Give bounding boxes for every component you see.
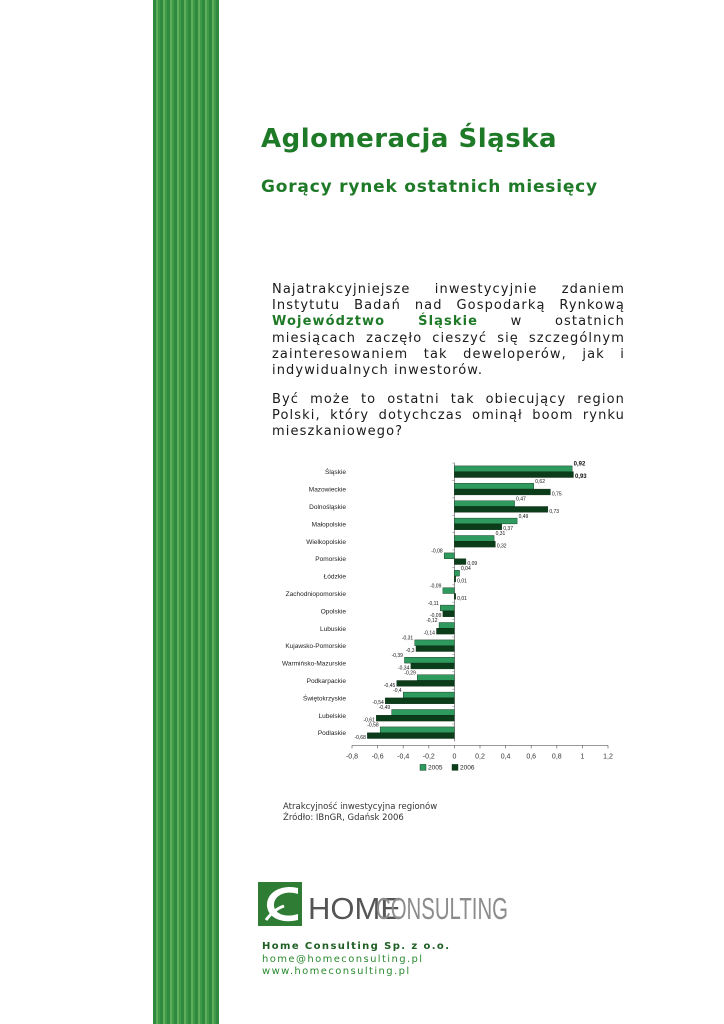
data-label-2006: 0,01 xyxy=(457,578,467,585)
logo-consulting-text: CONSULTING xyxy=(376,891,508,926)
bar-2006 xyxy=(443,611,455,617)
data-label-2005: -0,4 xyxy=(393,687,402,694)
category-label: Wielkopolskie xyxy=(306,538,346,546)
x-tick-label: -0,6 xyxy=(371,753,384,761)
chart-caption xyxy=(283,802,437,824)
x-tick-label: -0,4 xyxy=(397,753,410,761)
category-label: Dolnośląskie xyxy=(309,504,346,511)
legend-label-2005: 2005 xyxy=(428,764,443,772)
chart-svg xyxy=(270,455,620,790)
intro-text-start: Najatrakcyjniejsze inwestycyjnie zdaniem Instytutu Badań nad Gospodarką Rynkową xyxy=(272,282,625,314)
category-label: Małopolskie xyxy=(311,521,346,529)
x-tick-label: 0,4 xyxy=(500,753,511,761)
data-label-2006: -0,54 xyxy=(372,700,384,707)
bar-2005 xyxy=(454,483,533,489)
x-tick-label: -0,8 xyxy=(345,753,359,761)
x-tick-label: 0,6 xyxy=(526,753,537,761)
data-label-2005: -0,29 xyxy=(404,670,416,677)
bar-2006 xyxy=(454,472,573,478)
data-label-2006: 0,32 xyxy=(496,543,507,550)
bar-2006 xyxy=(397,681,455,687)
x-tick-label: 0,8 xyxy=(551,753,562,761)
legend-label-2006: 2006 xyxy=(460,764,475,772)
bar-2005 xyxy=(443,588,455,594)
bar-2005 xyxy=(440,605,454,611)
data-label-2005: 0,49 xyxy=(518,513,529,520)
data-label-2005: 0,31 xyxy=(495,531,506,538)
bar-2005 xyxy=(444,553,454,559)
data-label-2005: 0,47 xyxy=(516,496,526,503)
caption-source: Źródło: IBnGR, Gdańsk 2006 xyxy=(283,813,404,823)
bar-2006 xyxy=(454,507,547,513)
bar-2005 xyxy=(417,675,454,681)
bar-2006 xyxy=(454,559,466,565)
data-label-2006: -0,34 xyxy=(397,665,410,672)
x-tick-label: 1 xyxy=(580,753,585,761)
intro-text-end: w ostatnich miesiącach zaczęło cieszyć się szczególnym zainteresowaniem tak deweloperów, jak i indywidualnych inwestorów. xyxy=(272,314,625,379)
x-tick-label: 0 xyxy=(452,753,457,761)
intro-paragraph xyxy=(272,282,625,379)
data-label-2006: 0,09 xyxy=(467,561,478,567)
bar-2005 xyxy=(392,710,455,716)
data-label-2006: 0,73 xyxy=(549,508,560,515)
data-label-2005: -0,49 xyxy=(378,705,391,712)
highlight-region: Województwo Śląskie xyxy=(272,314,479,330)
bar-2006 xyxy=(454,489,550,495)
category-label: Pomorskie xyxy=(315,556,346,564)
data-label-2006: -0,61 xyxy=(363,717,375,724)
bar-2005 xyxy=(454,518,517,524)
home-consulting-logo xyxy=(258,880,518,928)
investment-chart xyxy=(270,455,620,794)
data-label-2005: -0,09 xyxy=(429,583,442,590)
page-subtitle: Gorący rynek ostatnich miesięcy xyxy=(261,177,598,197)
bar-2006 xyxy=(454,524,501,530)
bar-2005 xyxy=(454,570,459,576)
category-label: Lubuskie xyxy=(319,625,346,633)
data-label-2006: -0,68 xyxy=(354,735,366,741)
category-label: Warmińsko-Mazurskie xyxy=(281,660,346,668)
category-label: Mazowieckie xyxy=(308,486,346,494)
bar-2005 xyxy=(454,536,494,542)
green-stripe-decoration xyxy=(153,0,219,1024)
caption-title: Atrakcyjność inwestycyjna regionów xyxy=(283,802,438,812)
category-label: Śląskie xyxy=(325,469,346,477)
data-label-2006: -0,14 xyxy=(423,630,435,637)
bar-2005 xyxy=(454,466,572,472)
bar-2006 xyxy=(454,541,495,547)
x-tick-label: -0,2 xyxy=(422,753,435,761)
category-label: Świętokrzyskie xyxy=(303,695,346,703)
second-paragraph: Być może to ostatni tak obiecujący region Polski, który dotychczas ominął boom rynku mieszkaniowego? xyxy=(272,392,625,440)
bar-2006 xyxy=(376,715,454,721)
email-link[interactable]: home@homeconsulting.pl xyxy=(262,953,424,965)
bar-2006 xyxy=(367,733,454,739)
data-label-2005: -0,58 xyxy=(367,722,379,729)
legend-swatch-2006 xyxy=(452,764,458,770)
category-label: Podkarpackie xyxy=(306,678,346,685)
logo-mark-icon xyxy=(258,882,302,926)
x-tick-label: 0,2 xyxy=(475,753,485,761)
data-label-2005: -0,39 xyxy=(391,653,403,659)
data-label-2006: 0,75 xyxy=(551,491,562,498)
data-label-2005: -0,08 xyxy=(431,548,443,555)
data-label-2005: 0,62 xyxy=(535,479,545,485)
category-label: Kujawsko-Pomorskie xyxy=(285,643,346,651)
bar-2005 xyxy=(404,657,454,663)
website-link[interactable]: www.homeconsulting.pl xyxy=(262,966,411,977)
bar-2006 xyxy=(411,663,455,669)
data-label-2006: 0,37 xyxy=(503,526,513,533)
category-label: Lubelskie xyxy=(318,712,346,720)
data-label-2005: 0,04 xyxy=(461,566,471,572)
data-label-2006: -0,45 xyxy=(383,682,396,689)
category-label: Zachodniopomorskie xyxy=(285,591,346,598)
bar-2006 xyxy=(454,576,455,582)
data-label-2005: -0,11 xyxy=(427,600,439,607)
x-tick-label: 1,2 xyxy=(603,753,613,761)
logo-home-text: HOME xyxy=(308,891,401,926)
bar-2006 xyxy=(454,594,455,600)
legend-swatch-2005 xyxy=(420,764,426,770)
data-label-2006: -0,3 xyxy=(405,648,415,654)
bar-2006 xyxy=(436,628,454,634)
category-label: Łódzkie xyxy=(323,573,346,581)
bar-2005 xyxy=(403,692,454,698)
bar-2005 xyxy=(415,640,455,646)
page-title: Aglomeracja Śląska xyxy=(261,124,558,154)
data-label-2005: -0,31 xyxy=(401,635,414,642)
bar-2005 xyxy=(380,727,454,733)
bar-2006 xyxy=(416,646,454,652)
bar-2005 xyxy=(439,623,454,629)
logo-svg xyxy=(258,880,518,928)
bar-2005 xyxy=(454,501,514,507)
data-label-2006: 0,01 xyxy=(457,595,467,602)
data-label-2005: -0,12 xyxy=(426,618,438,625)
data-label-2006: -0,09 xyxy=(429,613,442,620)
data-label-2005: 0,92 xyxy=(573,461,586,468)
company-name: Home Consulting Sp. z o.o. xyxy=(262,941,451,952)
contact-footer xyxy=(262,941,450,979)
data-label-2006: 0,93 xyxy=(574,474,587,480)
category-label: Podlaskie xyxy=(317,730,346,738)
bar-2006 xyxy=(385,698,454,704)
category-label: Opolskie xyxy=(320,608,346,616)
